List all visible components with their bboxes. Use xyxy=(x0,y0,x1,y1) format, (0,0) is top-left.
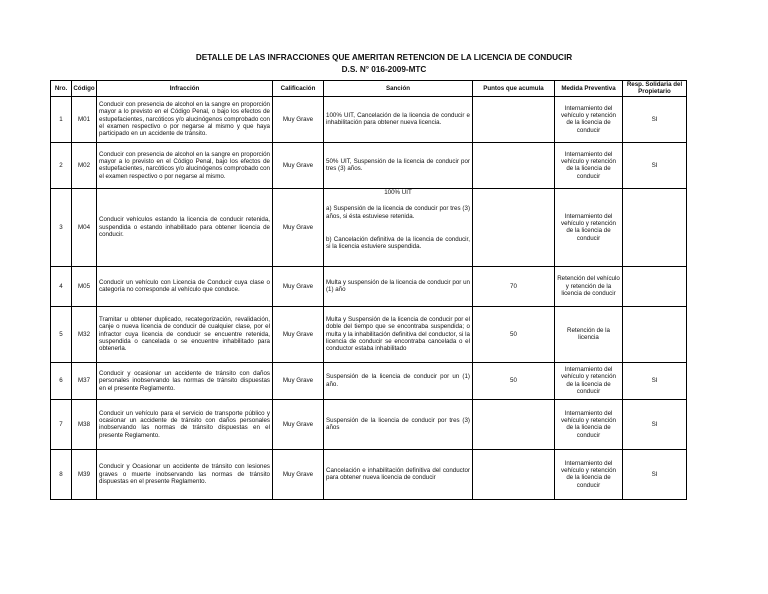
cell-infraccion: Conducir y ocasionar un accidente de tránsito con daños personales inobservando las normas de tránsito dispuestas en el presente Reglamento. xyxy=(97,362,273,399)
document-title: DETALLE DE LAS INFRACCIONES QUE AMERITAN RETENCION DE LA LICENCIA DE CONDUCIR xyxy=(195,53,573,62)
cell-resp xyxy=(623,266,687,306)
cell-sancion: 50% UIT, Suspensión de la licencia de conducir por tres (3) años. xyxy=(324,142,473,188)
header-puntos: Puntos que acumula xyxy=(473,81,555,97)
cell-infraccion: Tramitar u obtener duplicado, recategorización, revalidación, canje o nueva licencia de conducir de cualquier clase, por el infractor cuya licencia de conducir se encuentre retenida, suspendida o cancelada o se encuentre inhabilitado para obtenerla. xyxy=(97,306,273,362)
header-sancion: Sanción xyxy=(324,81,473,97)
cell-puntos: 50 xyxy=(473,306,555,362)
document-subtitle: D.S. N° 016-2009-MTC xyxy=(341,65,427,74)
cell-nro: 3 xyxy=(51,188,72,266)
table-row xyxy=(51,142,687,188)
cell-sancion: Suspensión de la licencia de conducir por un (1) año. xyxy=(324,362,473,399)
cell-puntos: 70 xyxy=(473,266,555,306)
sancion-option-b: b) Cancelación definitiva de la licencia de conducir, si la licencia estuviere suspendida. xyxy=(326,236,470,251)
cell-infraccion: Conducir un vehículo para el servicio de transporte público y ocasionar un accidente de tránsito con daños personales inobservando las normas de tránsito dispuestas en el presente Reglamento. xyxy=(97,399,273,449)
cell-nro: 6 xyxy=(51,362,72,399)
cell-codigo: M01 xyxy=(72,96,97,142)
cell-codigo: M05 xyxy=(72,266,97,306)
cell-nro: 4 xyxy=(51,266,72,306)
cell-codigo: M02 xyxy=(72,142,97,188)
table-row xyxy=(51,362,687,399)
cell-infraccion: Conducir vehículos estando la licencia de conducir retenida, suspendida o estando inhabilitado para obtener licencia de conducir. xyxy=(97,188,273,266)
cell-resp: SI xyxy=(623,449,687,499)
cell-medida: Internamiento del vehículo y retención de la licencia de conducir xyxy=(555,362,623,399)
cell-calificacion: Muy Grave xyxy=(273,306,324,362)
cell-nro: 5 xyxy=(51,306,72,362)
cell-resp: SI xyxy=(623,362,687,399)
cell-sancion: 100% UIT, Cancelación de la licencia de conducir e inhabilitación para obtener nueva licencia. xyxy=(324,96,473,142)
table-row xyxy=(51,449,687,499)
cell-puntos xyxy=(473,399,555,449)
table-header-row xyxy=(51,81,687,97)
cell-puntos xyxy=(473,188,555,266)
cell-sancion: Multa y Suspensión de la licencia de conducir por el doble del tiempo que se encontraba suspendida; o multa y la inhabilitación definitiva del conductor, si la licencia de conducir se encontraba cancelada o el conductor estaba inhabilitado xyxy=(324,306,473,362)
cell-nro: 2 xyxy=(51,142,72,188)
cell-nro: 7 xyxy=(51,399,72,449)
cell-infraccion: Conducir y Ocasionar un accidente de tránsito con lesiones graves o muerte inobservando las normas de tránsito dispuestas en el presente Reglamento. xyxy=(97,449,273,499)
cell-calificacion: Muy Grave xyxy=(273,399,324,449)
cell-infraccion: Conducir con presencia de alcohol en la sangre en proporción mayor a lo previsto en el Código Penal, o bajo los efectos de estupefacientes, narcóticos y/o alucinógenos comprobado con el examen respectivo o por negarse al mismo y que haya participado en un accidente de tránsito. xyxy=(97,96,273,142)
cell-calificacion: Muy Grave xyxy=(273,449,324,499)
cell-codigo: M39 xyxy=(72,449,97,499)
header-infraccion: Infracción xyxy=(97,81,273,97)
cell-codigo: M37 xyxy=(72,362,97,399)
header-calificacion: Calificación xyxy=(273,81,324,97)
cell-sancion: Cancelación e inhabilitación definitiva del conductor para obtener nueva licencia de conducir xyxy=(324,449,473,499)
cell-calificacion: Muy Grave xyxy=(273,362,324,399)
cell-nro: 1 xyxy=(51,96,72,142)
table-row xyxy=(51,266,687,306)
header-codigo: Código xyxy=(72,81,97,97)
cell-codigo: M38 xyxy=(72,399,97,449)
table-row xyxy=(51,96,687,142)
cell-sancion xyxy=(324,188,473,266)
sancion-option-a: a) Suspensión de la licencia de conducir por tres (3) años, si ésta estuviese retenida. xyxy=(326,205,470,220)
cell-codigo: M04 xyxy=(72,188,97,266)
infractions-table xyxy=(50,80,687,500)
header-nro: Nro. xyxy=(51,81,72,97)
cell-resp xyxy=(623,306,687,362)
cell-calificacion: Muy Grave xyxy=(273,188,324,266)
table-row xyxy=(51,188,687,266)
cell-puntos: 50 xyxy=(473,362,555,399)
sancion-header: 100% UIT xyxy=(384,188,412,196)
header-medida: Medida Preventiva xyxy=(555,81,623,97)
cell-resp xyxy=(623,188,687,266)
cell-sancion: Suspensión de la licencia de conducir por tres (3) años xyxy=(324,399,473,449)
cell-sancion: Multa y suspensión de la licencia de conducir por un (1) año xyxy=(324,266,473,306)
cell-medida: Internamiento del vehículo y retención de la licencia de conducir xyxy=(555,188,623,266)
cell-medida: Retención de la licencia xyxy=(555,306,623,362)
cell-resp: SI xyxy=(623,142,687,188)
cell-medida: Retención del vehículo y retención de la licencia de conducir xyxy=(555,266,623,306)
cell-codigo: M32 xyxy=(72,306,97,362)
cell-infraccion: Conducir con presencia de alcohol en la sangre en proporción mayor a lo previsto en el Código Penal, bajo los efectos de estupefacientes, narcóticos y/o alucinógenos comprobado con el examen respectivo o por negarse al mismo. xyxy=(97,142,273,188)
cell-infraccion: Conducir un vehículo con Licencia de Conducir cuya clase o categoría no corresponde al vehículo que conduce. xyxy=(97,266,273,306)
cell-puntos xyxy=(473,96,555,142)
cell-resp: SI xyxy=(623,96,687,142)
header-resp: Resp. Solidaria del Propietario xyxy=(623,81,687,97)
cell-calificacion: Muy Grave xyxy=(273,142,324,188)
cell-calificacion: Muy Grave xyxy=(273,266,324,306)
cell-puntos xyxy=(473,449,555,499)
cell-resp: SI xyxy=(623,399,687,449)
table-row xyxy=(51,306,687,362)
cell-medida: Internamiento del vehículo y retención de la licencia de conducir xyxy=(555,449,623,499)
cell-medida: Internamiento del vehículo y retención de la licencia de conducir xyxy=(555,96,623,142)
cell-puntos xyxy=(473,142,555,188)
cell-calificacion: Muy Grave xyxy=(273,96,324,142)
table-row xyxy=(51,399,687,449)
cell-medida: Internamiento del vehículo y retención de la licencia de conducir xyxy=(555,142,623,188)
cell-nro: 8 xyxy=(51,449,72,499)
cell-medida: Internamiento del vehículo y retención de la licencia de conducir xyxy=(555,399,623,449)
